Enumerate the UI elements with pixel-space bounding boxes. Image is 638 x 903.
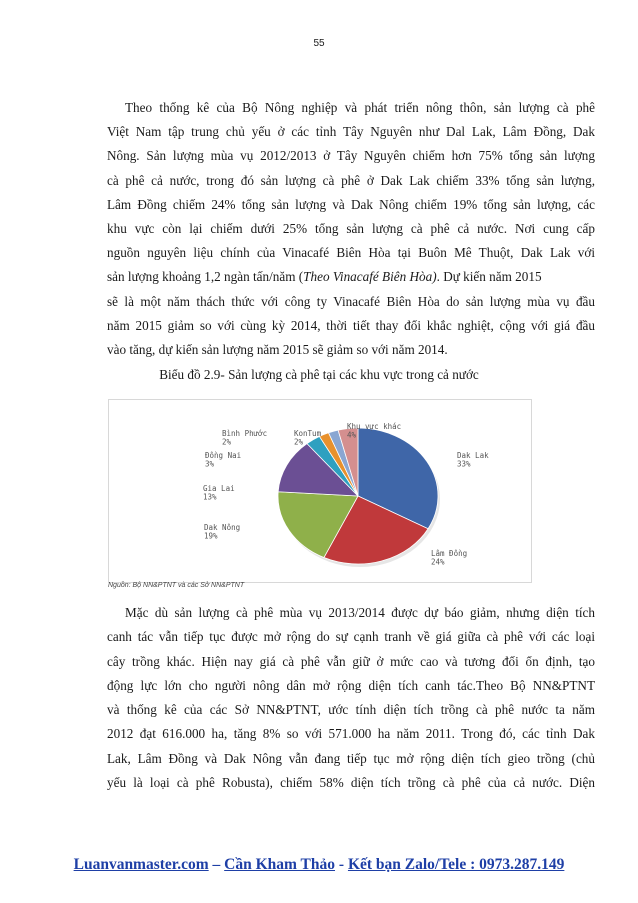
text-line: cà phê cả nước, trong đó sản lượng cà phê ở Dak Lak chiếm 33% tổng sản lượng, (107, 172, 595, 188)
citation-italic: Theo Vinacafé Biên Hòa) (303, 269, 437, 285)
page-number: 55 (313, 38, 325, 49)
chart-caption: Biểu đồ 2.9- Sản lượng cà phê tại các khu vực trong cả nước (159, 367, 479, 382)
text-line: Lâm Đồng chiếm 24% tổng sản lượng và Dak Nông chiếm 19% tổng sản lượng, các (107, 196, 595, 212)
paragraph-2 (107, 601, 595, 795)
pie-chart (108, 399, 532, 583)
text-line: Mặc dù sản lượng cà phê mùa vụ 2013/2014 được dự báo giảm, nhưng diện tích (125, 605, 595, 620)
footer-site-link[interactable]: Luanvanmaster.com (73, 856, 209, 873)
text-line: Nông. Sản lượng mùa vụ 2012/2013 ở Tây Nguyên chiếm hơn 75% tổng sản lượng (107, 148, 595, 164)
text-line: năm 2015 giảm so với cùng kỳ 2014, thời tiết thay đổi khắc nghiệt, cộng với giá đầu (107, 317, 595, 333)
text-line: nguồn nguyên liệu chính của Vinacafé Biên Hòa tại Buôn Mê Thuột, Dak Lak với (107, 245, 595, 261)
pie-slice-label: Gia Lai 13% (203, 484, 235, 502)
footer-contact-link[interactable]: Kết bạn Zalo/Tele : 0973.287.149 (347, 856, 565, 873)
text-line: vào tăng, dự kiến sản lượng năm 2015 sẽ giảm so với năm 2014. (107, 342, 448, 358)
text-line: động lực lớn cho người nông dân mở rộng diện tích canh tác.Theo Bộ NN&PTNT (107, 677, 595, 693)
paragraph-1 (107, 96, 595, 362)
pie-chart-svg (109, 400, 531, 582)
text-run: sản lượng khoảng 1,2 ngàn tấn/năm ( (107, 269, 304, 285)
text-line: sẽ là một năm thách thức với công ty Vinacafé Biên Hòa do sản lượng mùa vụ đầu (107, 293, 595, 309)
text-line: cây trồng khác. Hiện nay giá cà phê vẫn giữ ở mức cao và tương đối ổn định, tạo (107, 653, 595, 669)
text-line: yếu là loại cà phê Robusta), chiếm 58% diện tích trồng cà phê của cả nước. Diện (107, 775, 595, 791)
text-line: Lak, Lâm Đồng và Dak Nông vẫn đang tiếp tục mở rộng diện tích gieo trồng (chủ (107, 750, 595, 766)
footer-separator: – (208, 856, 225, 873)
footer-contact (0, 856, 638, 874)
footer-name-link[interactable]: Cần Kham Thảo (224, 856, 336, 873)
pie-slice-label: Dak Nông 19% (204, 523, 241, 541)
text-line: canh tác vẫn tiếp tục được mở rộng do sự cạnh tranh về giá giữa cà phê với các loại (107, 629, 595, 645)
pie-slice-label: Dak Lak 33% (457, 451, 489, 469)
text-line: khu vực còn lại chiếm dưới 25% tổng sản lượng cà phê cả nước. Nơi cung cấp (107, 221, 595, 237)
text-line: Việt Nam tập trung chủ yếu ở các tỉnh Tây Nguyên như Dal Lak, Lâm Đồng, Dak (107, 124, 595, 140)
text-run: . Dự kiến năm 2015 (436, 269, 542, 285)
text-line: và thống kê của các Sở NN&PTNT, ước tính diện tích trồng cà phê nước ta năm (107, 702, 595, 718)
text-line: 2012 đạt 616.000 ha, tăng 8% so với 571.000 ha năm 2011. Trong đó, các tỉnh Dak (107, 726, 595, 742)
footer-separator: - (335, 856, 348, 873)
text-line: Theo thống kê của Bộ Nông nghiệp và phát triển nông thôn, sản lượng cà phê (125, 100, 595, 115)
pie-slice-label: Bình Phước 2% (222, 429, 268, 447)
pie-slice-label: KonTum 2% (294, 429, 322, 447)
pie-slice-label: Đồng Nai 3% (205, 451, 242, 469)
pie-slice-label: Lâm Đồng 24% (431, 549, 468, 567)
pie-slice-label: Khu vực khác 4% (347, 422, 402, 440)
text-line (107, 265, 595, 289)
source-note: Nguồn: Bộ NN&PTNT và các Sở NN&PTNT (108, 582, 245, 589)
